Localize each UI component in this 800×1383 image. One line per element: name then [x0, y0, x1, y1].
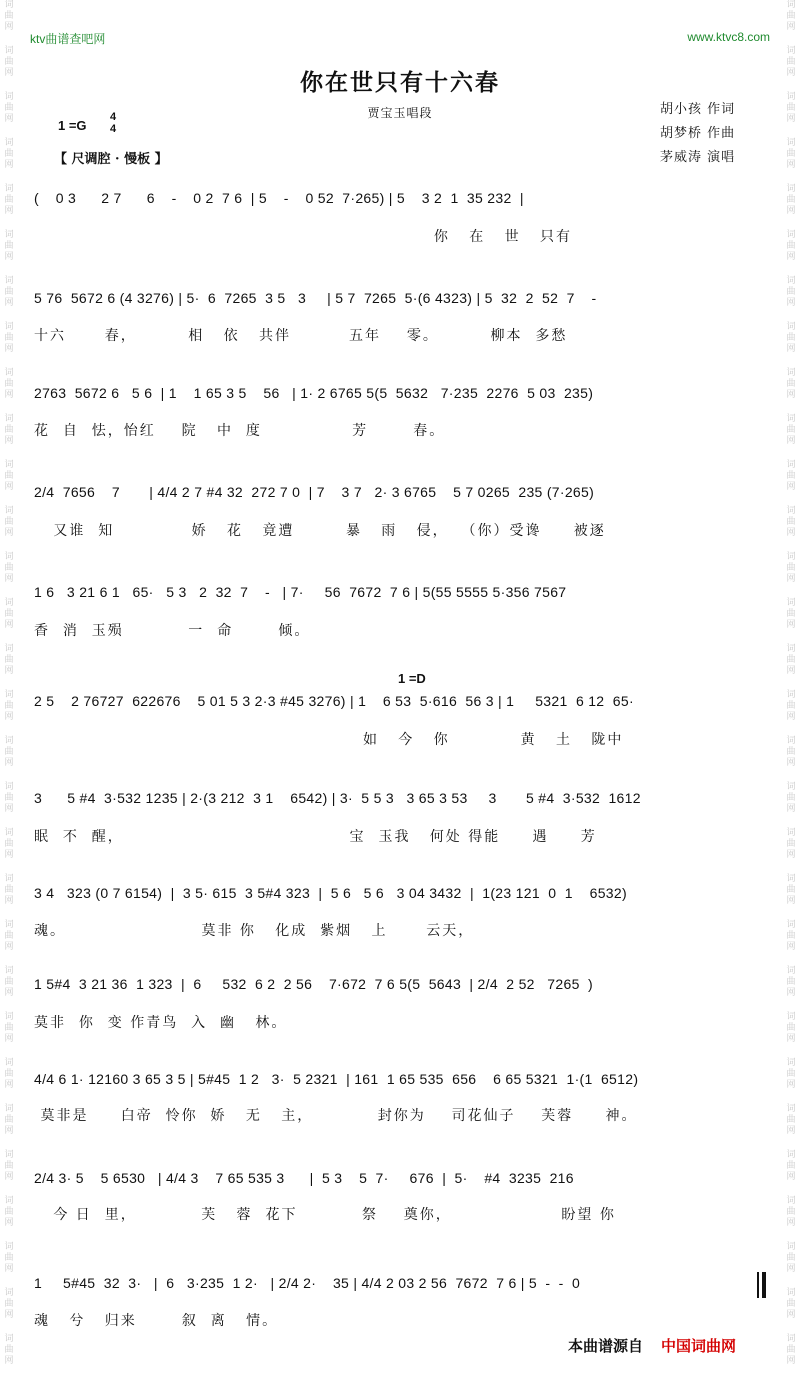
side-watermark-mark: 词 曲 网 — [786, 1196, 796, 1228]
side-watermark-mark: 词 曲 网 — [4, 966, 14, 998]
lyricist-credit: 胡小孩 作词 — [660, 102, 736, 117]
side-watermark-mark: 词 曲 网 — [4, 1104, 14, 1136]
side-watermark-left — [2, 0, 16, 1383]
lyrics-line-9: 莫非 你 变 作青鸟 入 幽 林。 — [34, 1015, 288, 1031]
notation-line-1: ( 0 3 2 7 6 - 0 2 7 6 | 5 - 0 52 7·265) | 5 3 2 1 35 232 | — [34, 190, 524, 206]
side-watermark-mark: 词 曲 网 — [786, 1242, 796, 1274]
side-watermark-mark: 词 曲 网 — [4, 92, 14, 124]
source-label: 本曲谱源自 — [568, 1337, 644, 1355]
lyrics-line-7: 眠 不 醒， 宝 玉我 何处 得能 遇 芳 — [34, 829, 597, 845]
side-watermark-mark: 词 曲 网 — [4, 874, 14, 906]
side-watermark-mark: 词 曲 网 — [786, 138, 796, 170]
side-watermark-mark: 词 曲 网 — [4, 184, 14, 216]
side-watermark-mark: 词 曲 网 — [4, 552, 14, 584]
side-watermark-mark: 词 曲 网 — [4, 1242, 14, 1274]
side-watermark-mark: 词 曲 网 — [4, 1334, 14, 1366]
final-barline-thick — [762, 1272, 766, 1298]
notation-line-8: 3 4 323 (0 7 6154) | 3 5· 615 3 5#4 323 | 5 6 5 6 3 04 3432 | 1(23 121 0 1 6532) — [34, 885, 627, 901]
side-watermark-mark: 词 曲 网 — [786, 874, 796, 906]
time-signature — [110, 111, 116, 135]
side-watermark-mark: 词 曲 网 — [4, 1150, 14, 1182]
side-watermark-mark: 词 曲 网 — [4, 920, 14, 952]
lyrics-line-3: 花 自 怯，怡红 院 中 度 芳 春。 — [34, 423, 446, 439]
side-watermark-mark: 词 曲 网 — [786, 46, 796, 78]
notation-line-9: 1 5#4 3 21 36 1 323 | 6 532 6 2 2 56 7·672 7 6 5(5 5643 | 2/4 2 52 7265 ) — [34, 976, 593, 992]
side-watermark-mark: 词 曲 网 — [786, 506, 796, 538]
side-watermark-mark: 词 曲 网 — [786, 966, 796, 998]
notation-line-3: 2763 5672 6 5 6 | 1 1 65 3 5 56 | 1· 2 6765 5(5 5632 7·235 2276 5 03 235) — [34, 385, 594, 401]
source-footer — [568, 1335, 736, 1356]
side-watermark-mark: 词 曲 网 — [786, 460, 796, 492]
side-watermark-mark: 词 曲 网 — [4, 1012, 14, 1044]
lyrics-line-8: 魂。 莫非 你 化成 紫烟 上 云天， — [34, 923, 475, 939]
song-title: 你在世只有十六春 — [300, 69, 500, 96]
side-watermark-mark: 词 曲 网 — [786, 1104, 796, 1136]
side-watermark-mark: 词 曲 网 — [4, 1058, 14, 1090]
side-watermark-mark: 词 曲 网 — [786, 0, 796, 32]
side-watermark-mark: 词 曲 网 — [4, 0, 14, 32]
side-watermark-mark: 词 曲 网 — [786, 920, 796, 952]
side-watermark-mark: 词 曲 网 — [786, 276, 796, 308]
side-watermark-mark: 词 曲 网 — [4, 414, 14, 446]
side-watermark-mark: 词 曲 网 — [786, 414, 796, 446]
lyrics-line-5: 香 消 玉殒 一 命 倾。 — [34, 623, 311, 639]
time-signature-top: 4 — [110, 111, 117, 123]
side-watermark-mark: 词 曲 网 — [4, 368, 14, 400]
notation-line-12: 1 5#45 32 3· | 6 3·235 1 2· | 2/4 2· 35 | 4/4 2 03 2 56 7672 7 6 | 5 - - 0 — [34, 1275, 581, 1291]
key-change-label: 1 =D — [398, 671, 426, 686]
time-signature-bottom: 4 — [110, 123, 117, 135]
side-watermark-mark: 词 曲 网 — [4, 1196, 14, 1228]
side-watermark-mark: 词 曲 网 — [4, 690, 14, 722]
side-watermark-mark: 词 曲 网 — [4, 506, 14, 538]
tempo-mode-label: 【 尺调腔 · 慢板 】 — [54, 152, 168, 167]
side-watermark-right — [784, 0, 798, 1383]
notation-line-6: 2 5 2 76727 622676 5 01 5 3 2·3 #45 3276) | 1 6 53 5·616 56 3 | 1 5321 6 12 65· — [34, 693, 634, 709]
final-barline-thin — [757, 1272, 759, 1298]
song-subtitle: 贾宝玉唱段 — [367, 106, 433, 120]
side-watermark-mark: 词 曲 网 — [786, 552, 796, 584]
side-watermark-mark: 词 曲 网 — [4, 460, 14, 492]
lyrics-line-1: 你 在 世 只有 — [34, 229, 572, 245]
key-signature: 1 =G — [58, 118, 87, 133]
side-watermark-mark: 词 曲 网 — [786, 1058, 796, 1090]
side-watermark-mark: 词 曲 网 — [786, 1150, 796, 1182]
lyrics-line-10: 莫非是 白帝 怜你 娇 无 主， 封你为 司花仙子 芙蓉 神。 — [34, 1108, 638, 1124]
side-watermark-mark: 词 曲 网 — [786, 92, 796, 124]
lyrics-line-12: 魂 兮 归来 叙 离 情。 — [34, 1313, 279, 1329]
notation-line-2: 5 76 5672 6 (4 3276) | 5· 6 7265 3 5 3 | 5 7 7265 5·(6 4323) | 5 32 2 52 7 - — [34, 290, 597, 306]
side-watermark-mark: 词 曲 网 — [4, 1288, 14, 1320]
side-watermark-mark: 词 曲 网 — [4, 230, 14, 262]
lyrics-line-6: 如 今 你 黄 土 陇中 — [34, 732, 624, 748]
side-watermark-mark: 词 曲 网 — [4, 322, 14, 354]
site-watermark-right[interactable]: www.ktvc8.com — [687, 30, 770, 44]
notation-line-7: 3 5 #4 3·532 1235 | 2·(3 212 3 1 6542) | 3· 5 5 3 3 65 3 53 3 5 #4 3·532 1612 — [34, 790, 641, 806]
side-watermark-mark: 词 曲 网 — [786, 322, 796, 354]
lyrics-line-11: 今 日 里， 芙 蓉 花下 祭 奠你， 盼望 你 — [34, 1207, 616, 1223]
side-watermark-mark: 词 曲 网 — [786, 690, 796, 722]
site-watermark-left[interactable]: ktv曲谱查吧网 — [30, 32, 106, 46]
lyrics-line-2: 十六 春， 相 依 共伴 五年 零。 柳本 多愁 — [34, 328, 568, 344]
side-watermark-mark: 词 曲 网 — [786, 1334, 796, 1366]
side-watermark-mark: 词 曲 网 — [4, 828, 14, 860]
side-watermark-mark: 词 曲 网 — [786, 598, 796, 630]
side-watermark-mark: 词 曲 网 — [4, 782, 14, 814]
side-watermark-mark: 词 曲 网 — [786, 644, 796, 676]
side-watermark-mark: 词 曲 网 — [4, 276, 14, 308]
side-watermark-mark: 词 曲 网 — [4, 598, 14, 630]
side-watermark-mark: 词 曲 网 — [786, 782, 796, 814]
notation-line-11: 2/4 3· 5 5 6530 | 4/4 3 7 65 535 3 | 5 3 5 7· 676 | 5· #4 3235 216 — [34, 1170, 574, 1186]
side-watermark-mark: 词 曲 网 — [786, 1012, 796, 1044]
side-watermark-mark: 词 曲 网 — [4, 46, 14, 78]
side-watermark-mark: 词 曲 网 — [786, 736, 796, 768]
side-watermark-mark: 词 曲 网 — [4, 644, 14, 676]
composer-credit: 胡梦桥 作曲 — [660, 126, 736, 141]
notation-line-5: 1 6 3 21 6 1 65· 5 3 2 32 7 - | 7· 56 7672 7 6 | 5(55 5555 5·356 7567 — [34, 584, 567, 600]
notation-line-10: 4/4 6 1· 12160 3 65 3 5 | 5#45 1 2 3· 5 2321 | 161 1 65 535 656 6 65 5321 1·(1 6512) — [34, 1071, 639, 1087]
side-watermark-mark: 词 曲 网 — [786, 230, 796, 262]
side-watermark-mark: 词 曲 网 — [786, 368, 796, 400]
singer-credit: 茅威涛 演唱 — [660, 150, 736, 165]
notation-line-4: 2/4 7656 7 | 4/4 2 7 #4 32 272 7 0 | 7 3 7 2· 3 6765 5 7 0265 235 (7·265) — [34, 484, 595, 500]
side-watermark-mark: 词 曲 网 — [4, 736, 14, 768]
source-site-link[interactable]: 中国词曲网 — [661, 1337, 737, 1355]
lyrics-line-4: 又谁 知 娇 花 竟遭 暴 雨 侵， （你）受谗 被逐 — [34, 523, 606, 539]
side-watermark-mark: 词 曲 网 — [786, 828, 796, 860]
side-watermark-mark: 词 曲 网 — [4, 138, 14, 170]
side-watermark-mark: 词 曲 网 — [786, 184, 796, 216]
side-watermark-mark: 词 曲 网 — [786, 1288, 796, 1320]
